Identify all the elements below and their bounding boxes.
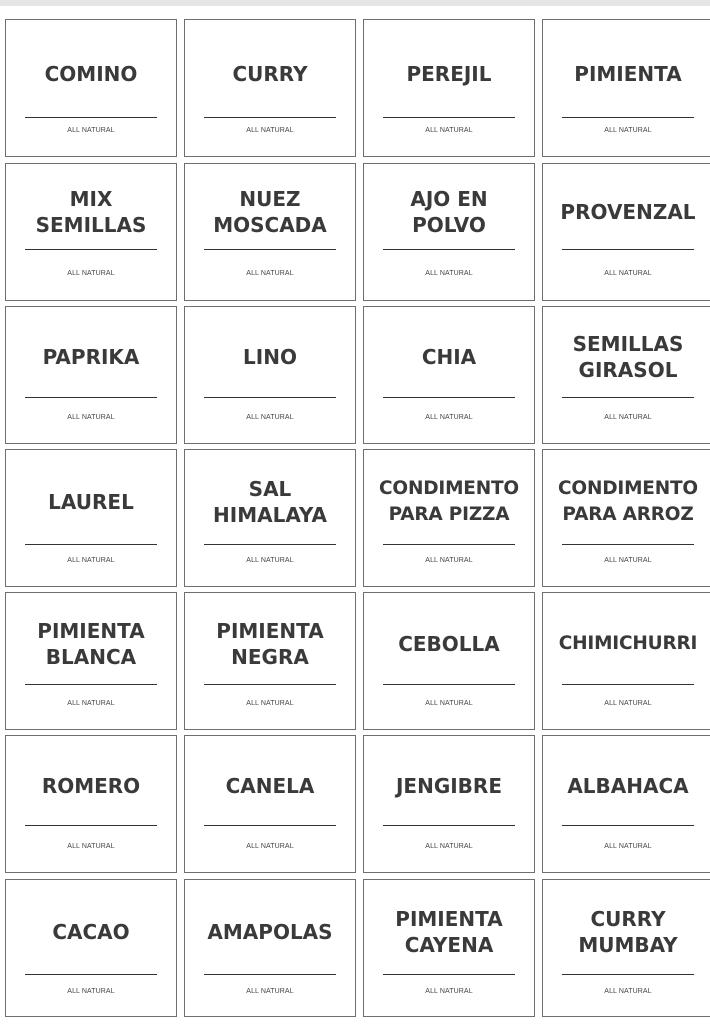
spice-label [5, 163, 177, 301]
all-natural-tag: ALL NATURAL [425, 270, 473, 277]
all-natural-tag: ALL NATURAL [246, 700, 294, 707]
spice-label [5, 306, 177, 444]
spice-name: AJO EN POLVO [410, 186, 488, 237]
label-rule [383, 825, 515, 826]
label-rule [383, 117, 515, 118]
label-rule [25, 684, 157, 685]
spice-label [363, 163, 535, 301]
label-rule [562, 684, 694, 685]
label-rule [25, 974, 157, 975]
all-natural-tag: ALL NATURAL [425, 127, 473, 134]
label-rule [562, 974, 694, 975]
label-rule [562, 117, 694, 118]
spice-label [363, 19, 535, 157]
all-natural-tag: ALL NATURAL [67, 988, 115, 995]
spice-label [542, 19, 710, 157]
spice-label [363, 735, 535, 873]
all-natural-tag: ALL NATURAL [67, 127, 115, 134]
spice-label [542, 879, 710, 1017]
spice-name: SAL HIMALAYA [213, 477, 327, 527]
spice-name: PIMIENTA NEGRA [216, 618, 324, 669]
label-rule [383, 249, 515, 250]
all-natural-tag: ALL NATURAL [425, 414, 473, 421]
spice-name: CANELA [225, 773, 315, 798]
all-natural-tag: ALL NATURAL [67, 700, 115, 707]
label-rule [25, 825, 157, 826]
spice-label [184, 19, 356, 157]
spice-name: ROMERO [41, 773, 141, 798]
spice-label [5, 449, 177, 587]
label-rule [25, 397, 157, 398]
all-natural-tag: ALL NATURAL [604, 700, 652, 707]
spice-label [184, 592, 356, 730]
label-rule [204, 825, 336, 826]
all-natural-tag: ALL NATURAL [604, 414, 652, 421]
spice-name: PIMIENTA [574, 61, 682, 86]
spice-name: AMAPOLAS [207, 920, 333, 944]
spice-name: PIMIENTA BLANCA [37, 618, 145, 669]
label-rule [204, 684, 336, 685]
all-natural-tag: ALL NATURAL [604, 270, 652, 277]
label-rule [562, 249, 694, 250]
spice-label [363, 449, 535, 587]
spice-name: PIMIENTA CAYENA [395, 907, 503, 957]
spice-label [542, 449, 710, 587]
label-rule [383, 974, 515, 975]
spice-name: PAPRIKA [42, 345, 140, 369]
spice-label [184, 879, 356, 1017]
spice-label [5, 879, 177, 1017]
spice-name: SEMILLAS GIRASOL [572, 332, 684, 382]
spice-label [184, 306, 356, 444]
all-natural-tag: ALL NATURAL [246, 414, 294, 421]
all-natural-tag: ALL NATURAL [246, 557, 294, 564]
spice-label [184, 163, 356, 301]
spice-name: ALBAHACA [567, 773, 689, 798]
all-natural-tag: ALL NATURAL [604, 843, 652, 850]
all-natural-tag: ALL NATURAL [425, 988, 473, 995]
spice-name: CONDIMENTO PARA ARROZ [558, 478, 698, 525]
all-natural-tag: ALL NATURAL [604, 988, 652, 995]
spice-name: LAUREL [48, 490, 134, 514]
spice-label [363, 592, 535, 730]
all-natural-tag: ALL NATURAL [67, 843, 115, 850]
label-rule [383, 544, 515, 545]
label-rule [562, 397, 694, 398]
spice-name: CEBOLLA [398, 631, 500, 656]
spice-name: PROVENZAL [560, 199, 696, 224]
all-natural-tag: ALL NATURAL [67, 557, 115, 564]
all-natural-tag: ALL NATURAL [604, 127, 652, 134]
spice-label [542, 735, 710, 873]
spice-name: LINO [243, 345, 297, 369]
label-rule [204, 397, 336, 398]
spice-label [542, 163, 710, 301]
top-edge [0, 0, 710, 6]
spice-name: CHIA [421, 345, 477, 369]
spice-name: PEREJIL [406, 61, 492, 86]
all-natural-tag: ALL NATURAL [246, 270, 294, 277]
spice-name: CONDIMENTO PARA PIZZA [379, 478, 519, 525]
spice-label [184, 449, 356, 587]
spice-label [363, 879, 535, 1017]
label-rule [25, 544, 157, 545]
label-rule [204, 544, 336, 545]
spice-name: CHIMICHURRI [558, 632, 698, 654]
all-natural-tag: ALL NATURAL [246, 843, 294, 850]
all-natural-tag: ALL NATURAL [425, 843, 473, 850]
label-rule [25, 249, 157, 250]
label-rule [204, 974, 336, 975]
spice-name: CACAO [52, 920, 130, 944]
label-rule [25, 117, 157, 118]
spice-label [5, 19, 177, 157]
all-natural-tag: ALL NATURAL [246, 988, 294, 995]
spice-name: COMINO [44, 61, 138, 86]
spice-name: CURRY MUMBAY [578, 907, 678, 957]
spice-label [5, 592, 177, 730]
all-natural-tag: ALL NATURAL [246, 127, 294, 134]
label-rule [383, 684, 515, 685]
label-rule [204, 117, 336, 118]
spice-label [542, 306, 710, 444]
label-rule [383, 397, 515, 398]
label-rule [562, 544, 694, 545]
spice-label [363, 306, 535, 444]
all-natural-tag: ALL NATURAL [425, 700, 473, 707]
all-natural-tag: ALL NATURAL [67, 414, 115, 421]
spice-label [542, 592, 710, 730]
label-rule [204, 249, 336, 250]
spice-name: JENGIBRE [395, 773, 502, 798]
label-rule [562, 825, 694, 826]
all-natural-tag: ALL NATURAL [604, 557, 652, 564]
spice-name: NUEZ MOSCADA [213, 186, 327, 237]
spice-name: CURRY [232, 61, 308, 86]
all-natural-tag: ALL NATURAL [67, 270, 115, 277]
spice-label [184, 735, 356, 873]
spice-name: MIX SEMILLAS [35, 186, 147, 237]
spice-label [5, 735, 177, 873]
all-natural-tag: ALL NATURAL [425, 557, 473, 564]
